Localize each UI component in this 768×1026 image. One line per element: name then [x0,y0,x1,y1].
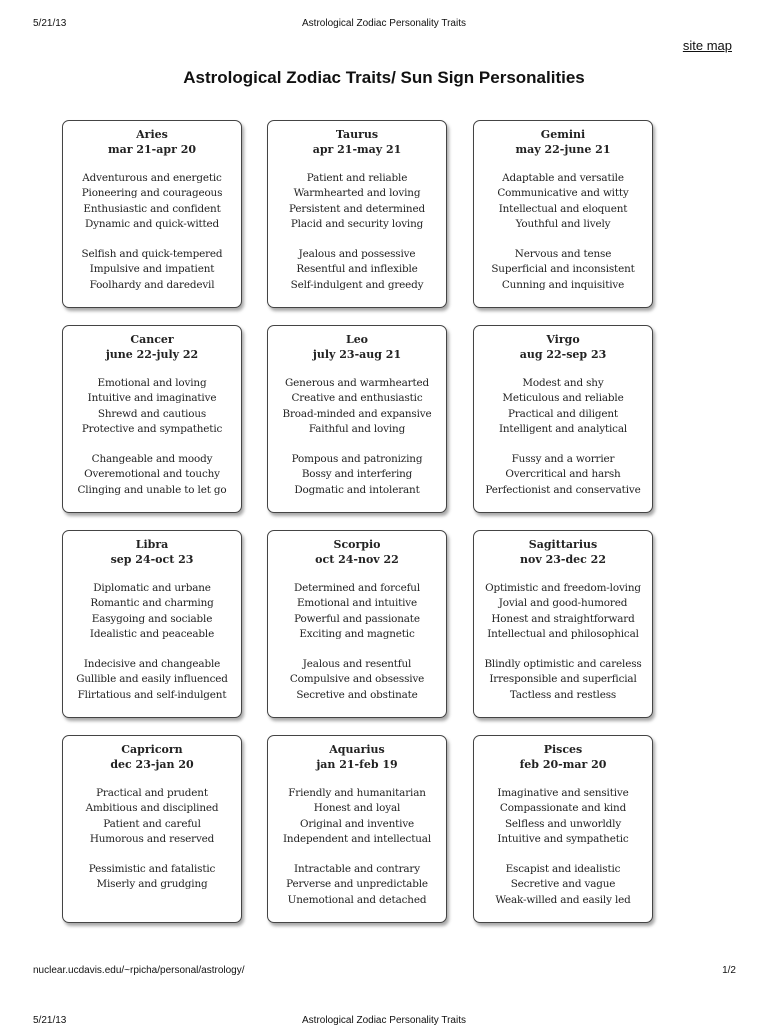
sign-dates: aug 22-sep 23 [519,348,607,361]
negative-traits [474,657,652,703]
positive-traits [268,786,446,847]
sign-card-sagittarius [473,530,653,718]
sign-dates: oct 24-nov 22 [315,553,399,566]
sign-dates: jan 21-feb 19 [316,758,398,771]
trait-line: Emotional and intuitive [296,597,418,610]
negative-traits [268,657,446,703]
trait-line: Intuitive and imaginative [87,392,217,405]
positive-traits [63,581,241,642]
footer-page-number: 1/2 [722,965,736,976]
header-title: Astrological Zodiac Personality Traits [302,18,466,29]
sign-name: Pisces [543,743,583,756]
trait-line: Flirtatious and self-indulgent [77,688,227,701]
positive-traits [63,171,241,232]
trait-line: Intellectual and philosophical [487,627,639,640]
trait-line: Selfless and unworldly [504,817,622,830]
positive-traits [268,171,446,232]
trait-line: Intractable and contrary [294,863,420,876]
negative-traits [474,862,652,908]
sign-dates: may 22-june 21 [515,143,611,156]
trait-line: Enthusiastic and confident [83,202,221,215]
trait-line: Honest and straightforward [491,612,635,625]
trait-line: Miserly and grudging [96,878,208,891]
sign-name: Sagittarius [528,538,598,551]
negative-traits [63,452,241,498]
trait-line: Independent and intellectual [282,832,432,845]
trait-line: Superficial and inconsistent [491,263,635,276]
footer-title: Astrological Zodiac Personality Traits [302,1015,466,1026]
trait-line: Adventurous and energetic [82,172,222,184]
sign-card-gemini [473,120,653,308]
trait-line: Escapist and idealistic [505,863,621,876]
sign-card-aquarius [267,735,447,923]
trait-line: Pessimistic and fatalistic [88,863,216,876]
trait-line: Shrewd and cautious [97,407,207,420]
trait-line: Creative and enthusiastic [291,392,423,405]
trait-line: Idealistic and peaceable [89,627,215,640]
sign-name: Virgo [546,333,580,346]
trait-line: Warmhearted and loving [293,187,421,200]
positive-traits [63,786,241,847]
trait-line: Foolhardy and daredevil [89,278,215,291]
trait-line: Changeable and moody [91,453,213,466]
trait-line: Impulsive and impatient [89,263,215,276]
trait-line: Jovial and good-humored [498,597,628,610]
positive-traits [474,171,652,232]
sign-dates: nov 23-dec 22 [520,553,606,566]
negative-traits [63,657,241,703]
trait-line: Friendly and humanitarian [288,787,426,799]
trait-line: Pioneering and courageous [81,187,223,200]
trait-line: Protective and sympathetic [81,422,223,435]
sign-card-leo [267,325,447,513]
trait-line: Tactless and restless [509,688,617,701]
trait-line: Humorous and reserved [89,832,215,845]
header-date: 5/21/13 [33,18,67,29]
trait-line: Unemotional and detached [287,893,427,906]
sign-card-capricorn [62,735,242,923]
footer-date: 5/21/13 [33,1015,67,1026]
trait-line: Jealous and resentful [302,658,412,671]
footer-url: nuclear.ucdavis.edu/~rpicha/personal/astrology/ [33,965,245,976]
trait-line: Faithful and loving [308,422,406,435]
sign-dates: mar 21-apr 20 [107,143,197,156]
trait-line: Fussy and a worrier [511,453,615,466]
trait-line: Imaginative and sensitive [497,787,629,799]
sign-name: Aquarius [329,743,385,756]
trait-line: Blindly optimistic and careless [484,658,642,671]
trait-line: Cunning and inquisitive [501,278,625,291]
trait-line: Ambitious and disciplined [85,802,219,815]
trait-line: Romantic and charming [90,597,214,610]
trait-line: Persistent and determined [289,202,425,215]
trait-line: Youthful and lively [515,217,611,230]
trait-line: Nervous and tense [514,248,612,261]
trait-line: Intelligent and analytical [498,422,628,435]
sign-name: Gemini [540,128,586,141]
trait-line: Gullible and easily influenced [76,673,228,686]
trait-line: Patient and reliable [306,172,408,184]
sign-name: Leo [345,333,369,346]
trait-line: Compassionate and kind [499,802,627,815]
trait-line: Resentful and inflexible [296,263,418,276]
sign-dates: july 23-aug 21 [312,348,402,361]
trait-line: Determined and forceful [293,582,421,594]
negative-traits [63,862,241,893]
positive-traits [474,376,652,437]
sign-card-libra [62,530,242,718]
trait-line: Broad-minded and expansive [282,407,432,420]
trait-line: Compulsive and obsessive [289,673,425,686]
trait-line: Secretive and obstinate [296,688,418,701]
sign-name: Libra [135,538,169,551]
trait-line: Emotional and loving [97,377,207,389]
sign-card-cancer [62,325,242,513]
trait-line: Self-indulgent and greedy [290,278,424,291]
sign-card-virgo [473,325,653,513]
trait-line: Generous and warmhearted [285,377,429,389]
sign-dates: feb 20-mar 20 [519,758,607,771]
trait-line: Clinging and unable to let go [77,483,227,496]
sign-name: Aries [136,128,168,141]
trait-line: Dogmatic and intolerant [294,483,420,496]
trait-line: Powerful and passionate [294,612,420,625]
sign-name: Capricorn [121,743,183,756]
negative-traits [474,247,652,293]
sign-dates: apr 21-may 21 [312,143,402,156]
trait-line: Bossy and interfering [301,468,413,481]
trait-line: Diplomatic and urbane [93,582,211,594]
trait-line: Original and inventive [299,817,415,830]
trait-line: Exciting and magnetic [299,627,415,640]
negative-traits [268,247,446,293]
positive-traits [268,581,446,642]
sign-card-taurus [267,120,447,308]
trait-line: Jealous and possessive [298,248,416,261]
trait-line: Easygoing and sociable [91,612,213,625]
trait-line: Irresponsible and superficial [489,673,637,686]
trait-line: Dynamic and quick-witted [84,217,220,230]
trait-line: Pompous and patronizing [291,453,423,466]
negative-traits [474,452,652,498]
sign-card-aries [62,120,242,308]
site-map-link[interactable]: site map [682,38,732,53]
sign-card-pisces [473,735,653,923]
trait-line: Communicative and witty [497,187,629,200]
trait-line: Intellectual and eloquent [498,202,628,215]
negative-traits [268,452,446,498]
trait-line: Modest and shy [522,377,604,389]
trait-line: Intuitive and sympathetic [497,832,629,845]
sign-card-scorpio [267,530,447,718]
sign-name: Cancer [130,333,174,346]
sign-dates: dec 23-jan 20 [110,758,194,771]
sign-name: Scorpio [333,538,381,551]
sign-dates: june 22-july 22 [105,348,199,361]
trait-line: Overemotional and touchy [84,468,220,481]
trait-line: Patient and careful [103,817,201,830]
sign-name: Taurus [335,128,379,141]
trait-line: Perverse and unpredictable [286,878,428,891]
trait-line: Selfish and quick-tempered [81,248,223,261]
trait-line: Perfectionist and conservative [485,483,641,496]
positive-traits [268,376,446,437]
trait-line: Practical and diligent [508,407,618,420]
negative-traits [63,247,241,293]
negative-traits [268,862,446,908]
trait-line: Weak-willed and easily led [495,893,631,906]
trait-line: Optimistic and freedom-loving [485,582,641,594]
positive-traits [63,376,241,437]
page-title: Astrological Zodiac Traits/ Sun Sign Personalities [183,68,585,87]
trait-line: Meticulous and reliable [502,392,624,405]
trait-line: Practical and prudent [96,787,208,799]
trait-line: Indecisive and changeable [83,658,221,671]
trait-line: Secretive and vague [510,878,616,891]
positive-traits [474,581,652,642]
trait-line: Honest and loyal [313,802,401,815]
positive-traits [474,786,652,847]
sign-dates: sep 24-oct 23 [110,553,194,566]
trait-line: Placid and security loving [290,217,424,230]
trait-line: Overcritical and harsh [505,468,621,481]
trait-line: Adaptable and versatile [502,172,624,184]
